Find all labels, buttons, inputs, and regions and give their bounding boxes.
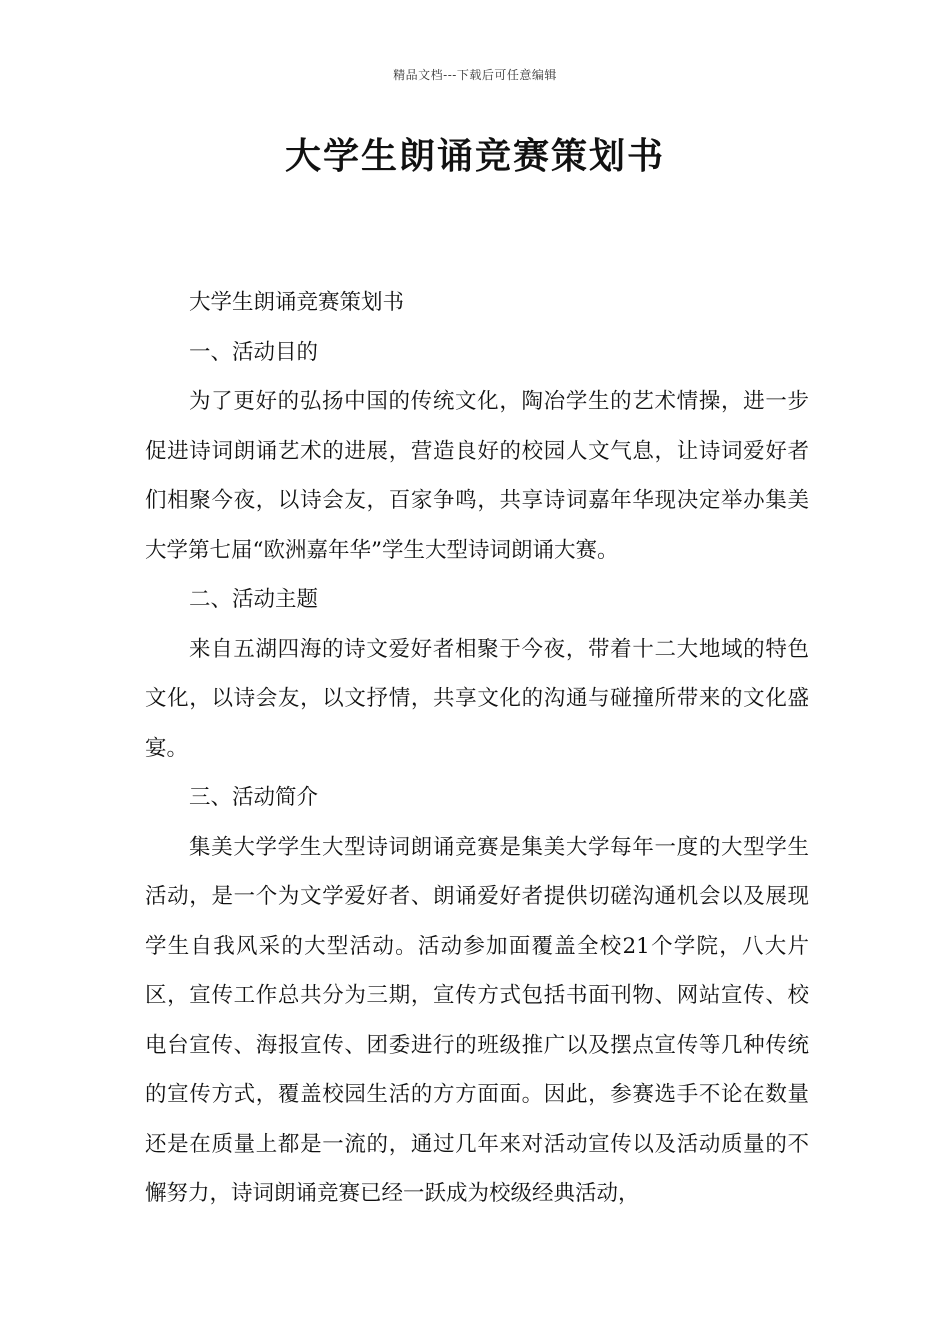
header-note: 精品文档---下载后可任意编辑	[393, 68, 557, 82]
document-title: 大学生朗诵竞赛策划书	[284, 135, 665, 177]
paragraph-purpose: 为了更好的弘扬中国的传统文化，陶冶学生的艺术情操，进一步促进诗词朗诵艺术的进展，营造良好的校园人文气息，让诗词爱好者们相聚今夜，以诗会友，百家争鸣，共享诗词嘉年华现决定举办集美大学第七届“欧洲嘉年华”学生大型诗词朗诵大赛。	[145, 389, 809, 563]
paragraph-intro: 集美大学学生大型诗词朗诵竞赛是集美大学每年一度的大型学生活动，是一个为文学爱好者、朗诵爱好者提供切磋沟通机会以及展现学生自我风采的大型活动。活动参加面覆盖全校21个学院，八大片区，宣传工作总共分为三期，宣传方式包括书面刊物、网站宣传、校电台宣传、海报宣传、团委进行的班级推广以及摆点宣传等几种传统的宣传方式，覆盖校园生活的方方面面。因此，参赛选手不论在数量还是在质量上都是一流的，通过几年来对活动宣传以及活动质量的不懈努力，诗词朗诵竞赛已经一跃成为校级经典活动，	[145, 834, 809, 1206]
section-heading-theme: 二、活动主题	[189, 587, 319, 612]
section-heading-purpose: 一、活动目的	[189, 339, 319, 365]
section-heading-intro: 三、活动简介	[189, 785, 319, 810]
paragraph-subtitle: 大学生朗诵竞赛策划书	[189, 290, 405, 315]
document-body	[145, 278, 809, 1219]
paragraph-theme: 来自五湖四海的诗文爱好者相聚于今夜，带着十二大地域的特色文化，以诗会友，以文抒情，共享文化的沟通与碰撞所带来的文化盛宴。	[145, 636, 809, 761]
